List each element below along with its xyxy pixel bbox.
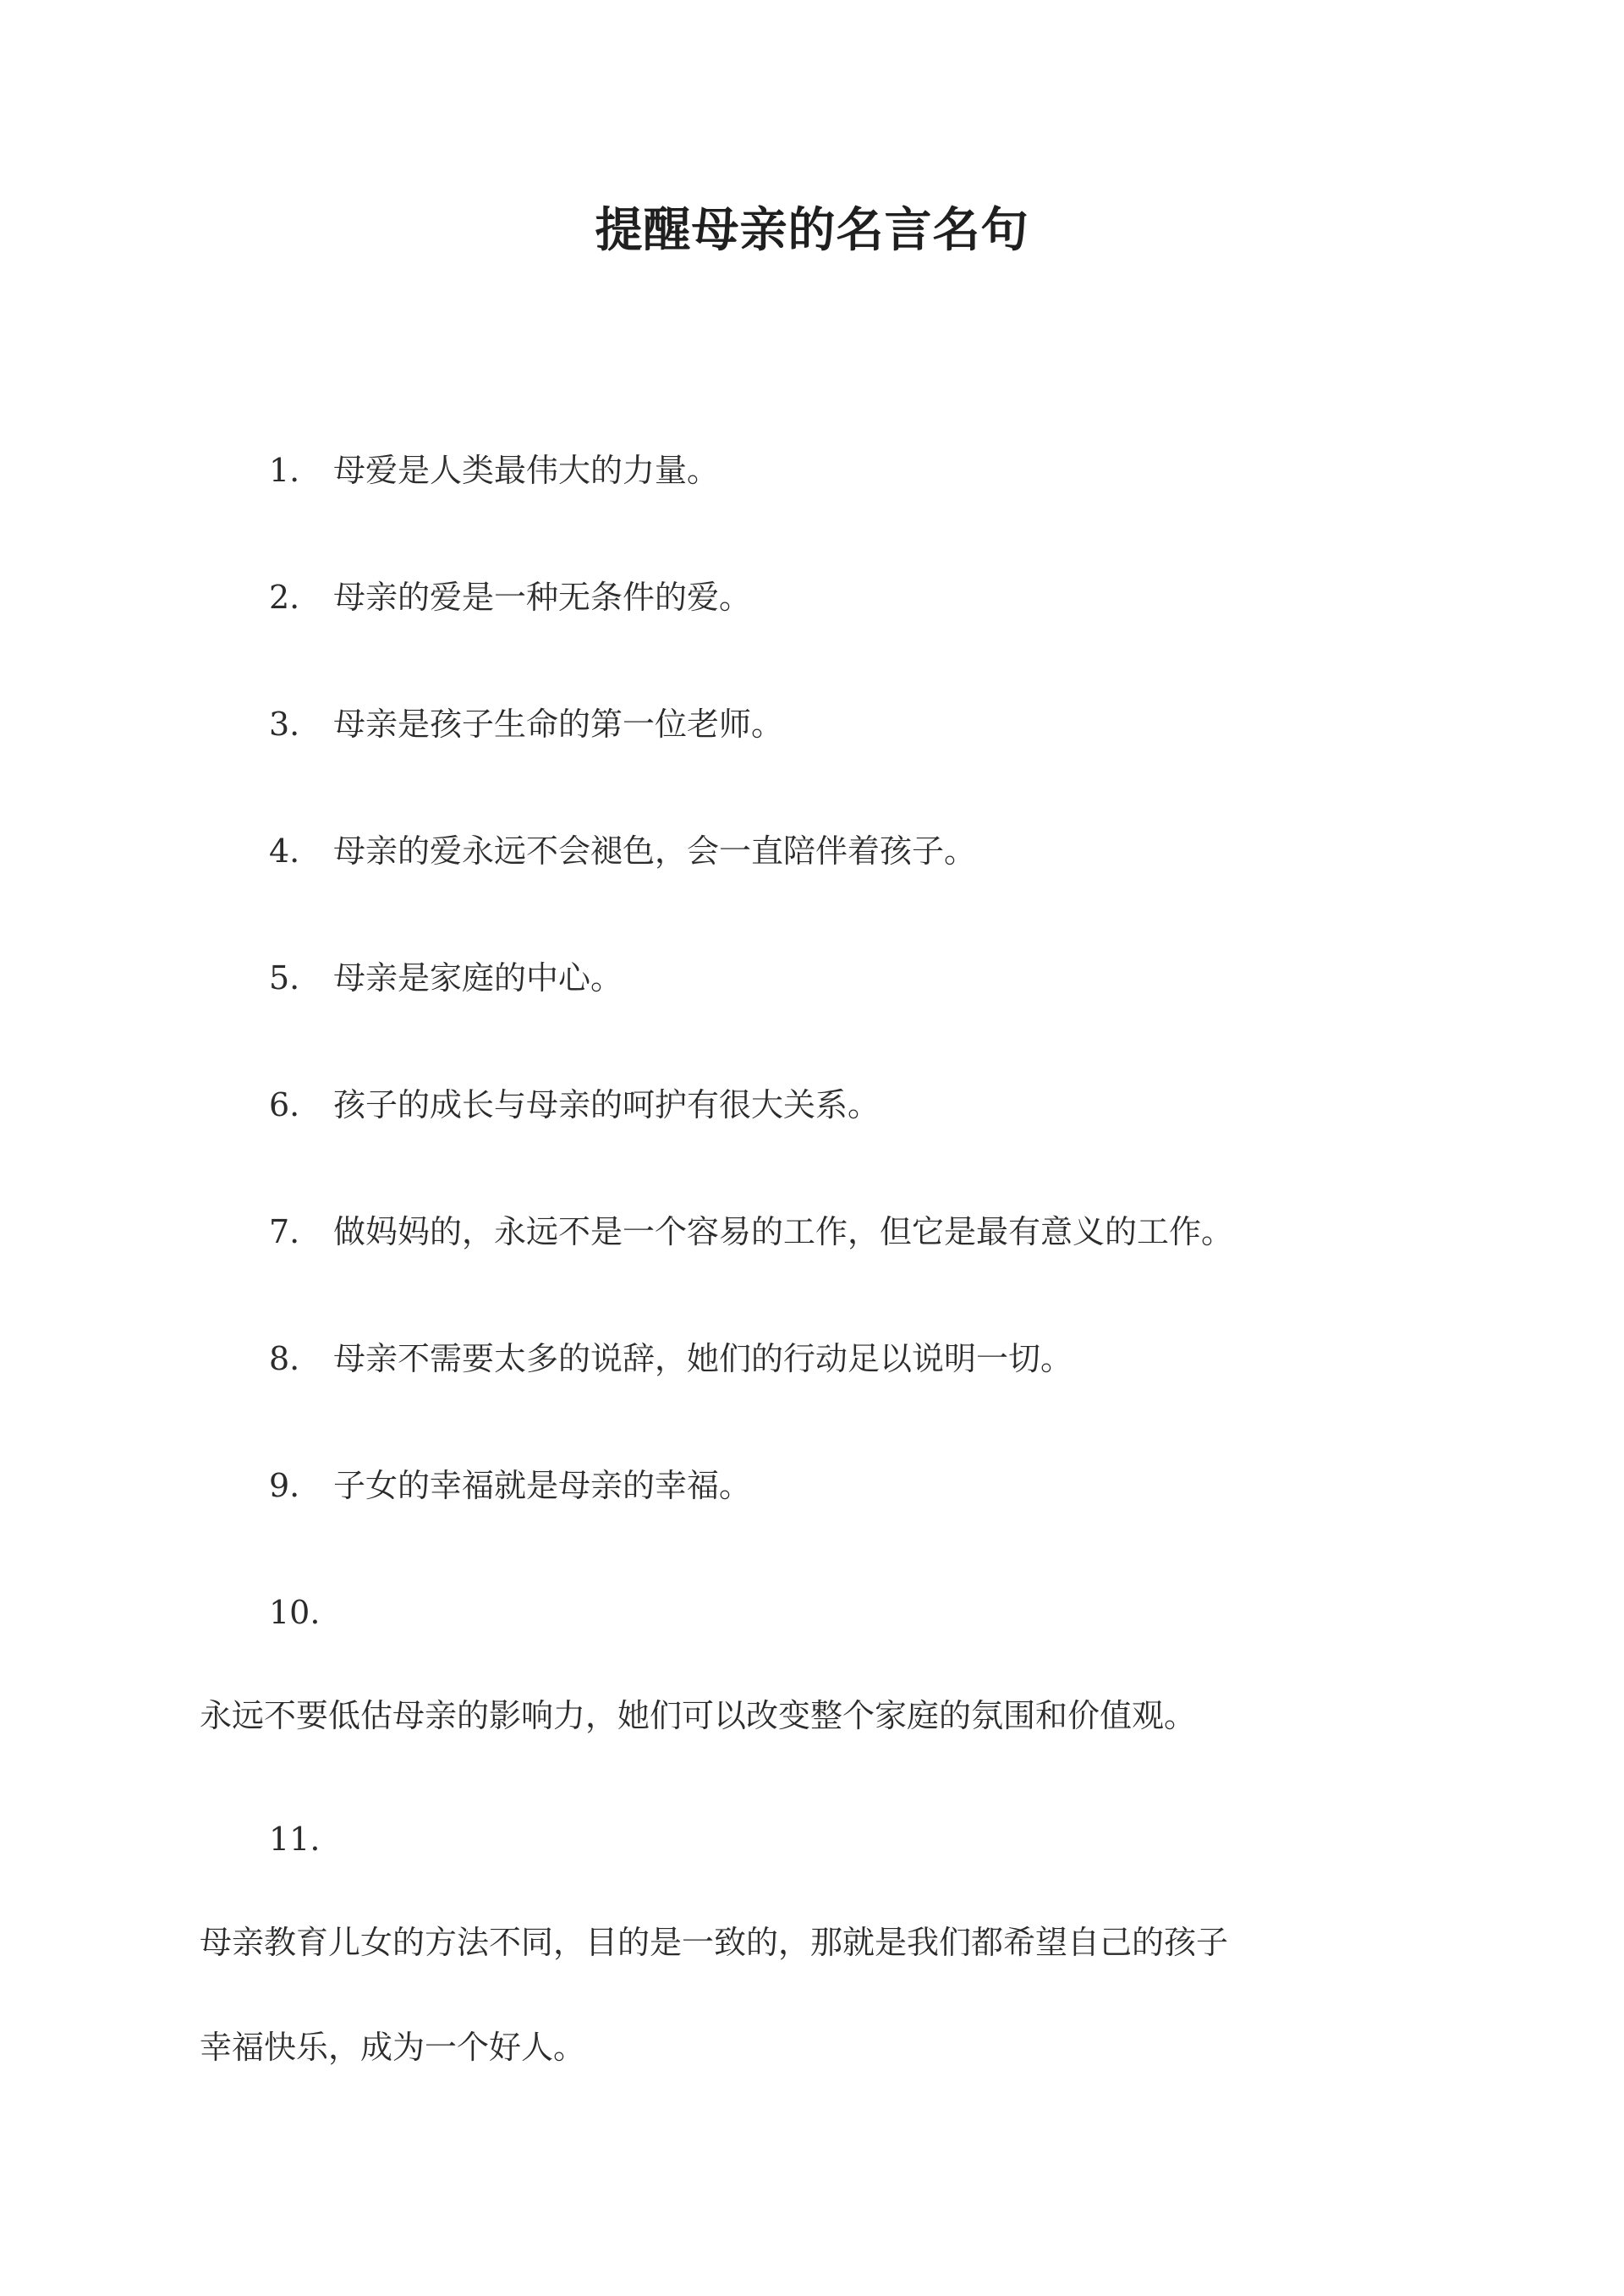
item-text: 母亲是孩子生命的第一位老师。 (333, 706, 784, 743)
item-text: 孩子的成长与母亲的呵护有很大关系。 (333, 1086, 881, 1123)
item-number: 8. (269, 1340, 300, 1377)
item-number: 3. (269, 706, 300, 743)
list-item (269, 447, 719, 494)
page-title: 提醒母亲的名言名句 (595, 202, 1029, 258)
list-item (269, 1462, 751, 1509)
item-text: 母亲不需要太多的说辞，她们的行动足以说明一切。 (333, 1340, 1073, 1377)
item-text-line: 幸福快乐，成为一个好人。 (200, 2029, 586, 2066)
item-text: 母亲的爱是一种无条件的爱。 (333, 579, 752, 616)
item-text: 母爱是人类最伟大的力量。 (333, 452, 720, 489)
item-number: 9. (269, 1467, 300, 1504)
list-item (269, 827, 976, 875)
item-number: 5. (269, 959, 300, 997)
list-item (269, 1081, 880, 1129)
item-text-line: 母亲教育儿女的方法不同，目的是一致的，那就是我们都希望自己的孩子 (200, 1924, 1229, 1961)
item-text: 母亲的爱永远不会褪色，会一直陪伴着孩子。 (333, 832, 977, 870)
item-number: 10. (269, 1594, 321, 1631)
item-text: 子女的幸福就是母亲的幸福。 (333, 1467, 752, 1504)
list-item-number-only (269, 1815, 333, 1863)
list-item-number-only (269, 1589, 333, 1636)
item-number: 4. (269, 832, 300, 870)
list-item (269, 1335, 1073, 1382)
list-item (269, 1208, 1233, 1255)
item-number: 1. (269, 452, 300, 489)
list-item (269, 700, 783, 748)
item-number: 11. (269, 1821, 321, 1858)
item-text-line: 永远不要低估母亲的影响力，她们可以改变整个家庭的氛围和价值观。 (200, 1697, 1197, 1734)
list-item (269, 574, 751, 621)
item-number: 2. (269, 579, 300, 616)
item-text: 母亲是家庭的中心。 (333, 959, 623, 997)
item-number: 6. (269, 1086, 300, 1123)
list-item (269, 954, 623, 1002)
item-number: 7. (269, 1213, 300, 1250)
item-text: 做妈妈的，永远不是一个容易的工作，但它是最有意义的工作。 (333, 1213, 1234, 1250)
